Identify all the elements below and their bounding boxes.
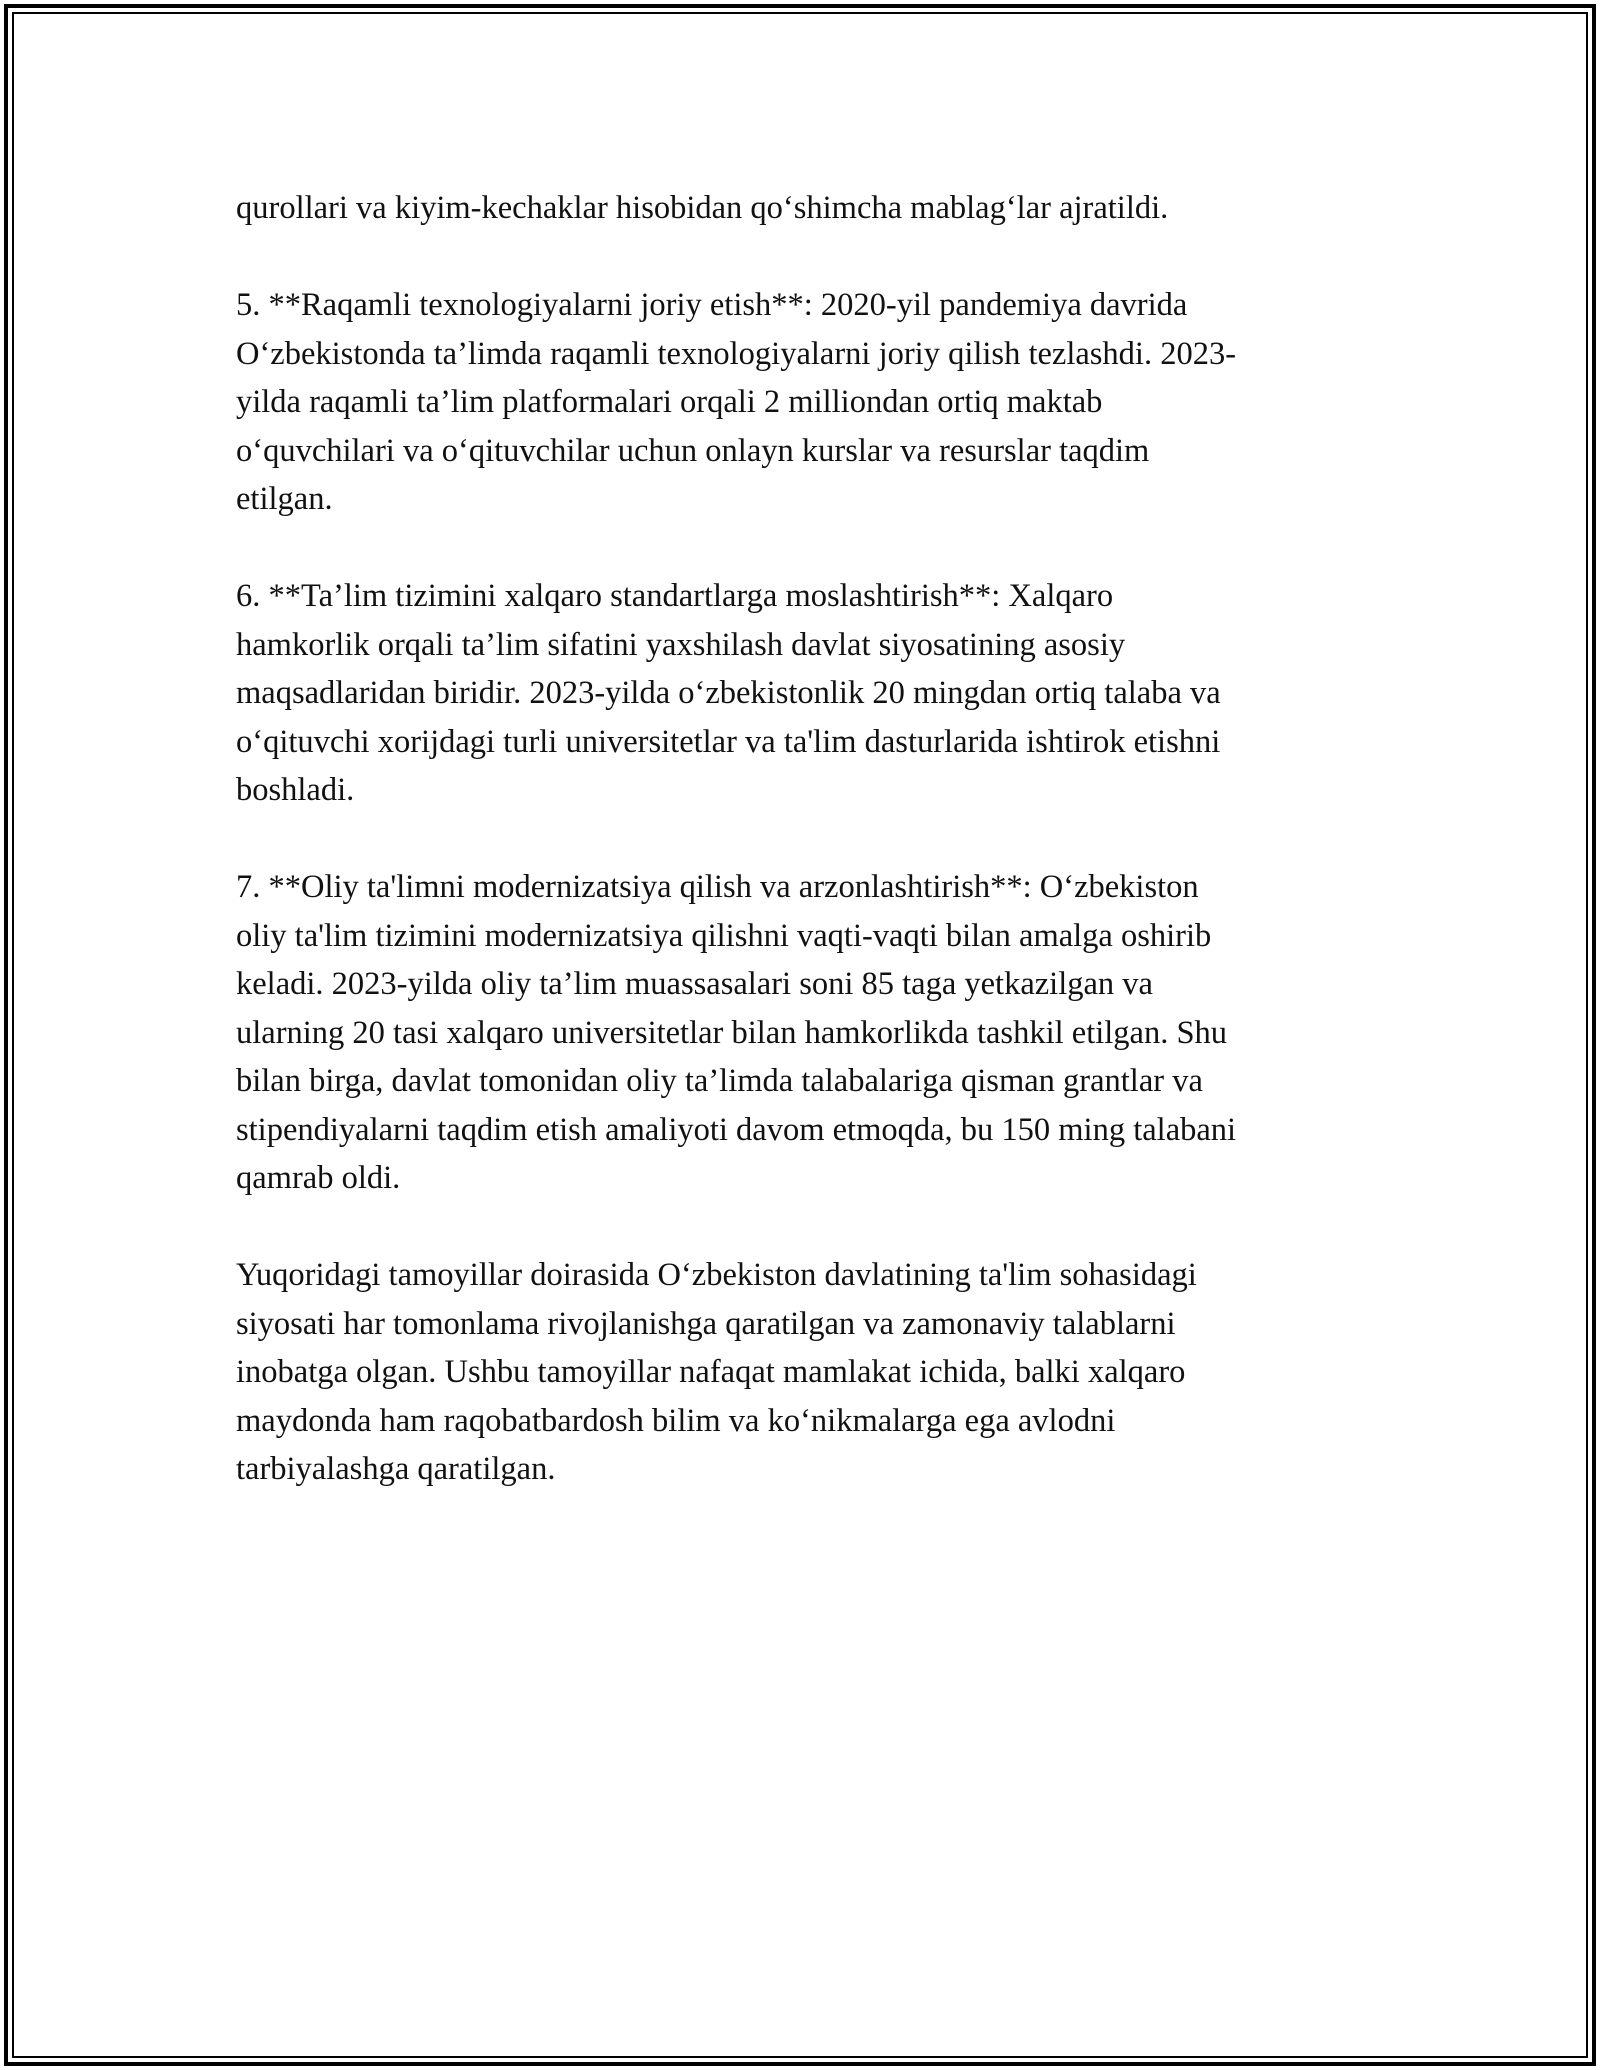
paragraph-item-7: 7. **Oliy ta'limni modernizatsiya qilish va arzonlashtirish**: O‘zbekiston oliy ta'lim tizimini modernizatsiya qilishni vaqti-vaqti bilan amalga oshirib keladi. 2023-yilda oliy ta’lim muassasalari soni 85 taga yetkazilgan va ularning 20 tasi xalqaro universitetlar bilan hamkorlikda tashkil etilgan. Shu bilan birga, davlat tomonidan oliy ta’limda talabalariga qisman grantlar va stipendiyalarni taqdim etish amaliyoti davom etmoqda, bu 150 ming talabani qamrab oldi.: [236, 869, 1237, 1196]
paragraph-item-6: 6. **Ta’lim tizimini xalqaro standartlarga moslashtirish**: Xalqaro hamkorlik orqali ta’lim sifatini yaxshilash davlat siyosatining asosiy maqsadlaridan biridir. 2023-yilda o‘zbekistonlik 20 mingdan ortiq talaba va o‘qituvchi xorijdagi turli universitetlar va ta'lim dasturlarida ishtirok etishni boshladi.: [236, 578, 1221, 808]
document-body: [236, 184, 1366, 1494]
paragraph-item-5: 5. **Raqamli texnologiyalarni joriy etish**: 2020-yil pandemiya davrida O‘zbekistonda ta’limda raqamli texnologiyalarni joriy qilish tezlashdi. 2023- yilda raqamli ta’lim platformalari orqali 2 milliondan ortiq maktab o‘quvchilari va o‘qituvchilar uchun onlayn kurslar va resurslar taqdim etilgan.: [236, 287, 1237, 517]
paragraph-conclusion: Yuqoridagi tamoyillar doirasida O‘zbekiston davlatining ta'lim sohasidagi siyosati har tomonlama rivojlanishga qaratilgan va zamonaviy talablarni inobatga olgan. Ushbu tamoyillar nafaqat mamlakat ichida, balki xalqaro maydonda ham raqobatbardosh bilim va ko‘nikmalarga ega avlodni tarbiyalashga qaratilgan.: [236, 1257, 1197, 1487]
paragraph-continuation: qurollari va kiyim-kechaklar hisobidan qo‘shimcha mablag‘lar ajratildi.: [236, 190, 1169, 226]
